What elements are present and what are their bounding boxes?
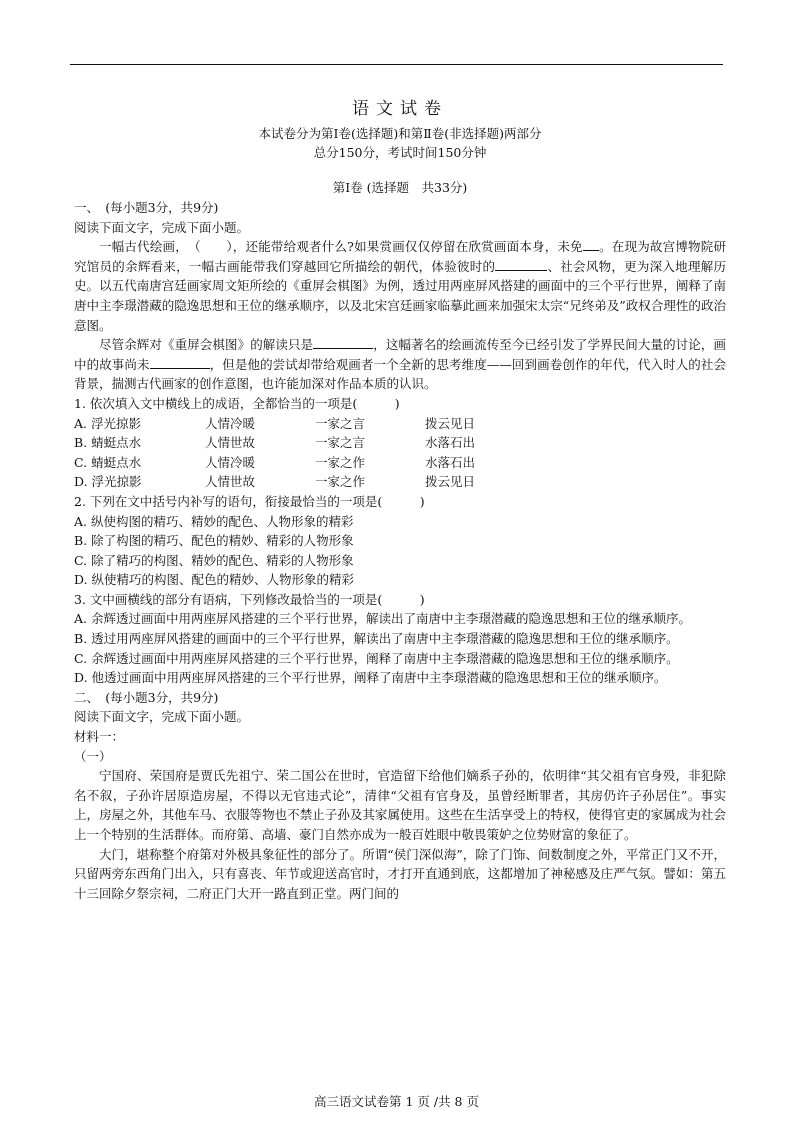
passage-p2-part-c: ，但是他的尝试却带给观画者一个全新的思考维度——回到画卷创作的年代，代入时人的社会背景，揣测古代画家的创作意图，也许能加深对作品本质的认识。 xyxy=(74,356,726,392)
q1a-word-2: 人情冷暖 xyxy=(205,415,256,431)
q1c-word-1: C. 蜻蜓点水 xyxy=(74,454,142,470)
blank-4 xyxy=(150,356,210,369)
q1-option-b[interactable] xyxy=(74,433,726,453)
q2-option-c[interactable]: C. 除了精巧的构图、精妙的配色、精彩的人物形象 xyxy=(74,552,354,568)
question-2-stem: 2. 下列在文中括号内补写的语句，衔接最恰当的一项是( ) xyxy=(74,493,425,509)
q1d-word-2: 人情世故 xyxy=(205,474,256,490)
q1-option-d[interactable] xyxy=(74,472,726,492)
q1a-word-3: 一家之言 xyxy=(315,415,366,431)
q1b-word-2: 人情世故 xyxy=(205,435,256,451)
section2-instruction: 阅读下面文字，完成下面小题。 xyxy=(74,709,250,725)
question-3-stem: 3. 文中画横线的部分有语病，下列修改最恰当的一项是( ) xyxy=(74,591,425,607)
passage-paragraph-1 xyxy=(74,237,726,335)
header-rule xyxy=(70,64,723,65)
q2-option-b[interactable]: B. 除了构图的精巧、配色的精妙、精彩的人物形象 xyxy=(74,533,354,549)
q1a-word-4: 拨云见日 xyxy=(425,415,476,431)
exam-page xyxy=(74,96,726,903)
passage-p1-part-a: 一幅古代绘画， （ ），还能带给观者什么?如果赏画仅仅停留在欣赏画面本身，未免 xyxy=(99,239,583,255)
passage-p2-part-a: 尽管余辉对《重屏会棋图》的解读只是 xyxy=(99,337,314,353)
q1c-word-3: 一家之作 xyxy=(315,454,366,470)
passage-p1-part-b: 。在现为故宫博物院研究馆员的余辉看来，一幅古画能带我们穿越回它所描绘的朝代，体验彼时的 xyxy=(74,239,726,274)
q3-option-d[interactable]: D. 他透过画面中用两座屏风搭建的三个平行世界，阐释了南唐中主李璟潜藏的隐逸思想和王位的继承顺序。 xyxy=(74,670,667,686)
q3-option-a[interactable]: A. 余辉透过画面中用两座屏风搭建的三个平行世界，解读出了南唐中主李璟潜藏的隐逸思想和王位的继承顺序。 xyxy=(74,611,691,627)
q1b-word-4: 水落石出 xyxy=(425,435,476,451)
q1a-word-1: A. 浮光掠影 xyxy=(74,415,141,431)
material-label: 材料一： xyxy=(74,729,125,745)
q1-option-a[interactable] xyxy=(74,414,726,434)
passage-paragraph-2 xyxy=(74,335,726,394)
q1d-word-1: D. 浮光掠影 xyxy=(74,474,142,490)
q2-option-a[interactable]: A. 纵使构图的精巧、精妙的配色、人物形象的精彩 xyxy=(74,513,354,529)
q1c-word-4: 水落石出 xyxy=(425,454,476,470)
blank-3 xyxy=(313,336,373,349)
exam-title: 语文试卷 xyxy=(352,99,448,119)
q3-option-c[interactable]: C. 余辉透过画面中用两座屏风搭建的三个平行世界，阐释了南唐中主李璟潜藏的隐逸思想和王位的继承顺序。 xyxy=(74,650,679,666)
q1c-word-2: 人情冷暖 xyxy=(205,454,256,470)
material-subsection: （一） xyxy=(74,748,112,764)
material-paragraph-2: 大门，堪称整个府第对外极具象征性的部分了。所谓“侯门深似海”，除了门饰、间数制度之外，平常正门又不开，只留两旁东西角门出入，只有喜丧、年节或迎送高官时，才打开直通到底，这都增加了神秘感及庄严气氛。譬如：第五十三回除夕祭宗祠，二府正门大开一路直到正堂。两门间的 xyxy=(74,846,726,901)
exam-subtitle-parts: 本试卷分为第Ⅰ卷(选择题)和第Ⅱ卷(非选择题)两部分 xyxy=(258,126,542,141)
q1b-word-3: 一家之言 xyxy=(315,435,366,451)
q1d-word-4: 拨云见日 xyxy=(425,474,476,490)
exam-subtitle-score: 总分150分，考试时间150分钟 xyxy=(313,145,487,160)
q1b-word-1: B. 蜻蜓点水 xyxy=(74,435,142,451)
passage-p1-part-c: 、社会风物，更为深入地理解历史。以五代南唐宫廷画家周文矩所绘的《重屏会棋图》为例，透过用两座屏风搭建的画面中的三个平行世界，阐释了南唐中主李璟潜藏的隐逸思想和王位的继承顺序，以及北宋宫廷画家临摹此画来加强宋太宗“兄终弟及”政权合理性的政治意图。 xyxy=(74,258,726,333)
blank-1 xyxy=(583,238,599,251)
section2-label: 二、 (每小题3分，共9分) xyxy=(74,689,219,705)
passage-p2-part-b: ，这幅著名的绘画流传至今已经引发了学界民间大量的讨论，画中的故事尚未 xyxy=(74,337,726,372)
material-paragraph-1: 宁国府、荣国府是贾氏先祖宁、荣二国公在世时，官造留下给他们嫡系子孙的，依明律“其父祖有官身殁，非犯除名不叙，子孙许居原造房屋，不得以无官违式论”，清律“父祖有官身及，虽曾经断罪者，其房仍许子孙居住”。事实上，房屋之外，其他车马、衣服等物也不禁止子孙及其家属使用。这些在生活享受上的特权，使得官吏的家属成为社会上一个特别的生活群体。而府第、高墙、豪门自然亦成为一般百姓眼中敬畏策妒之位势财富的象征了。 xyxy=(74,768,726,842)
q2-option-d[interactable]: D. 纵使精巧的构图、配色的精妙、人物形象的精彩 xyxy=(74,572,355,588)
q1-option-c[interactable] xyxy=(74,453,726,473)
question-1-stem: 1. 依次填入文中横线上的成语，全都恰当的一项是( ) xyxy=(74,395,400,411)
section1-label: 一、 (每小题3分，共9分) xyxy=(74,200,219,215)
q3-option-b[interactable]: B. 透过用两座屏风搭建的画面中的三个平行世界，解读出了南唐中主李璟潜藏的隐逸思想和王位的继承顺序。 xyxy=(74,631,679,647)
part1-heading: 第Ⅰ卷 (选择题 共33分) xyxy=(332,180,468,195)
page-footer: 高三语文试卷第 1 页 /共 8 页 xyxy=(314,1094,479,1109)
blank-2 xyxy=(495,258,547,271)
section1-instruction: 阅读下面文字，完成下面小题。 xyxy=(74,219,250,235)
q1d-word-3: 一家之作 xyxy=(315,474,366,490)
